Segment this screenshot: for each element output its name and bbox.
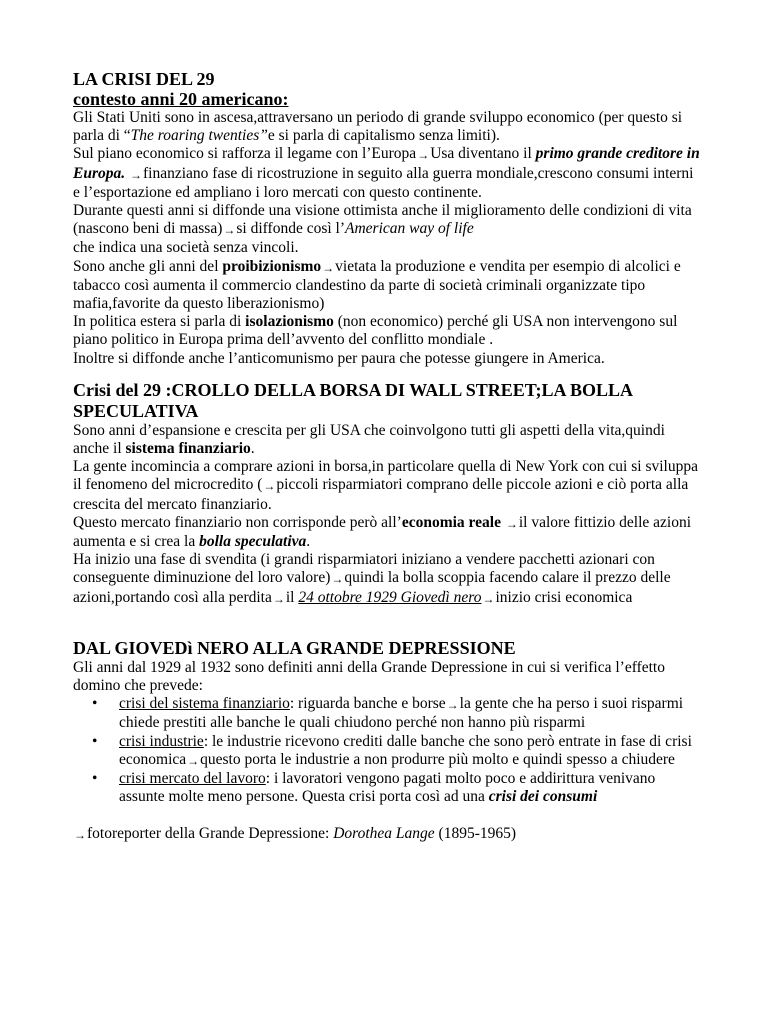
heading-grande-depressione: DAL GIOVEDì NERO ALLA GRANDE DEPRESSIONE	[73, 637, 516, 658]
paragraph-american-way: Durante questi anni si diffonde una visione ottimista anche il miglioramento delle condizioni di vita (nascono beni di massa)→si diffonde così l’American way of life che indica una società senza vincoli.	[73, 202, 692, 257]
paragraph-fotoreporter: →fotoreporter della Grande Depressione: Dorothea Lange (1895-1965)	[73, 825, 703, 844]
list-item: • crisi mercato del lavoro: i lavoratori vengono pagati molto poco e addirittura venivano assunte molte meno persone. Questa crisi porta così ad una crisi dei consumi	[92, 770, 656, 806]
paragraph-svendita: Ha inizio una fase di svendita (i grandi risparmiatori iniziano a vendere pacchetti azionari con conseguente diminuzione del loro valore)→quindi la bolla scoppia facendo calare il prezzo delle azioni,portando così alla perdita→il 24 ottobre 1929 Giovedì nero→inizio crisi economica	[73, 551, 703, 608]
crisis-list	[73, 695, 703, 806]
subheading-contesto: contesto anni 20 americano:	[73, 89, 289, 109]
bullet-icon: •	[92, 770, 98, 788]
arrow-icon: →	[74, 827, 86, 842]
arrow-icon: →	[331, 572, 344, 587]
arrow-icon: →	[130, 167, 142, 182]
paragraph-proibizionismo: Sono anche gli anni del proibizionismo→vietata la produzione e vendita per esempio di alcolici e tabacco così aumenta il commercio clandestino da parte di società criminali organizzate tipo mafia,favorite da questo liberazionismo)	[73, 257, 681, 313]
paragraph-effetto-domino: Gli anni dal 1929 al 1932 sono definiti anni della Grande Depressione in cui si verifica l’effetto domino che prevede:	[73, 658, 665, 695]
document-page	[73, 69, 703, 844]
paragraph-roaring-twenties: Gli Stati Uniti sono in ascesa,attraversano un periodo di grande sviluppo economico (per questo si parla di “The roaring twenties”e si parla di capitalismo senza limiti).	[73, 109, 683, 145]
heading-crollo-borsa: Crisi del 29 :CROLLO DELLA BORSA DI WALL STREET;LA BOLLA SPECULATIVA	[73, 379, 632, 421]
paragraph-microcredito: La gente incomincia a comprare azioni in borsa,in particolare quella di New York con cui si sviluppa il fenomeno del microcredito (→piccoli risparmiatori comprano delle piccole azioni e ciò porta alla crescita del mercato finanziario.	[73, 458, 698, 513]
arrow-icon: →	[322, 260, 335, 275]
arrow-icon: →	[187, 753, 200, 768]
heading-crisi-29: LA CRISI DEL 29	[73, 69, 215, 89]
arrow-icon: →	[505, 516, 518, 531]
list-item: • crisi industrie: le industrie ricevono crediti dalle banche che sono però entrate in fase di crisi economica→questo porta le industrie a non produrre più molto e quindi spesso a chiudere	[73, 733, 703, 770]
paragraph-bolla-speculativa: Questo mercato finanziario non corrisponde però all’economia reale →il valore fittizio delle azioni aumenta e si crea la bolla speculativa.	[73, 513, 692, 551]
arrow-icon: →	[417, 148, 430, 163]
bullet-icon: •	[92, 732, 98, 750]
arrow-icon: →	[223, 223, 236, 238]
paragraph-anticomunismo: Inoltre si diffonde anche l’anticomunismo per paura che potesse giungere in America.	[73, 349, 605, 367]
arrow-icon: →	[446, 698, 459, 713]
paragraph-isolazionismo: In politica estera si parla di isolazionismo (non economico) perché gli USA non intervengono sul piano politico in Europa prima dell’avvento del conflitto mondiale .	[73, 313, 678, 349]
arrow-icon: →	[482, 591, 495, 606]
list-item: • crisi del sistema finanziario: riguarda banche e borse→la gente che ha perso i suoi risparmi chiede prestiti alle banche le quali chiudono perché non hanno più risparmi	[92, 695, 684, 732]
bullet-icon: •	[92, 695, 98, 713]
paragraph-legame-europa: Sul piano economico si rafforza il legame con l’Europa→Usa diventano il primo grande creditore in Europa. →finanziano fase di ricostruzione in seguito alla guerra mondiale,crescono consumi interni e l’esportazione ed ampliano i loro mercati con questo continente.	[73, 145, 700, 201]
arrow-icon: →	[272, 591, 285, 606]
arrow-icon: →	[263, 479, 276, 494]
paragraph-espansione: Sono anni d’espansione e crescita per gli USA che coinvolgono tutti gli aspetti della vita,quindi anche il sistema finanziario.	[73, 421, 665, 458]
date-giovedi-nero: 24 ottobre 1929 Giovedì nero	[298, 588, 482, 606]
